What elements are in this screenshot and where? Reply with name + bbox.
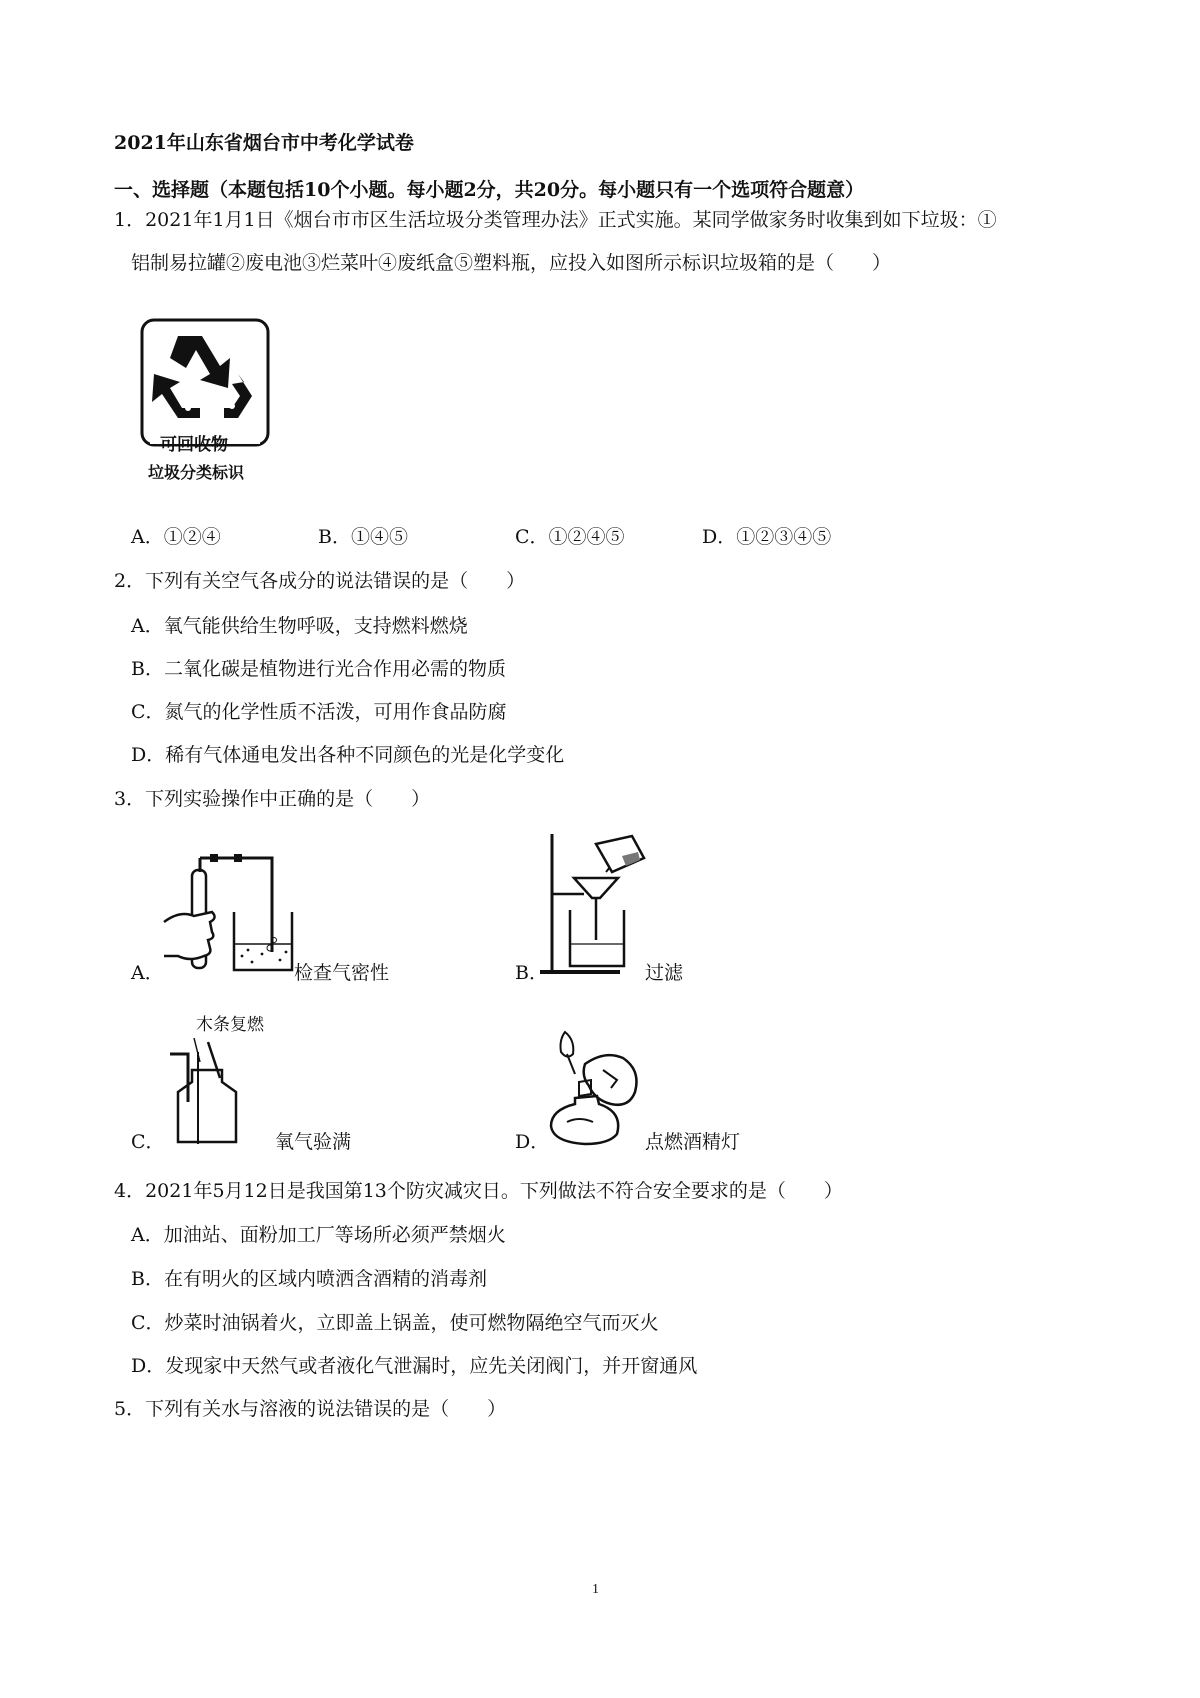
q1-option-c: C．①②④⑤ bbox=[515, 526, 625, 548]
q3-option-d-letter: D． bbox=[515, 1131, 550, 1153]
exam-title: 2021年山东省烟台市中考化学试卷 bbox=[114, 132, 414, 154]
q3-option-b-label: 过滤 bbox=[645, 962, 684, 984]
q4-option-c: C．炒菜时油锅着火，立即盖上锅盖，使可燃物隔绝空气而灭火 bbox=[131, 1312, 659, 1334]
q4-option-d: D．发现家中天然气或者液化气泄漏时，应先关闭阀门，并开窗通风 bbox=[131, 1355, 698, 1377]
q1-option-a: A．①②④ bbox=[131, 526, 221, 548]
q2-option-d: D．稀有气体通电发出各种不同颜色的光是化学变化 bbox=[131, 744, 565, 766]
q1-option-b: B．①④⑤ bbox=[318, 526, 408, 548]
q4-option-b: B．在有明火的区域内喷洒含酒精的消毒剂 bbox=[131, 1268, 487, 1290]
airtightness-check-figure bbox=[160, 852, 295, 977]
alcohol-lamp-figure bbox=[545, 1030, 645, 1150]
q3-option-d-label: 点燃酒精灯 bbox=[645, 1131, 741, 1153]
recycle-sign-figure bbox=[140, 318, 272, 488]
q4-option-a: A．加油站、面粉加工厂等场所必须严禁烟火 bbox=[131, 1224, 506, 1246]
q3-option-a-label: 检查气密性 bbox=[294, 962, 390, 984]
q5-stem: 5．下列有关水与溶液的说法错误的是（ ） bbox=[114, 1398, 507, 1420]
filtration-figure bbox=[540, 832, 650, 977]
q3-option-b-letter: B． bbox=[515, 962, 548, 984]
sign-text-caption: 垃圾分类标识 bbox=[148, 463, 245, 482]
page-number: 1 bbox=[592, 1582, 599, 1597]
section-heading: 一、选择题（本题包括10个小题。每小题2分，共20分。每小题只有一个选项符合题意） bbox=[114, 179, 865, 201]
q3-option-a-letter: A． bbox=[131, 962, 164, 984]
q2-option-b: B．二氧化碳是植物进行光合作用必需的物质 bbox=[131, 658, 506, 680]
q2-option-c: C．氮气的化学性质不活泼，可用作食品防腐 bbox=[131, 701, 507, 723]
q3-option-c-label: 氧气验满 bbox=[275, 1131, 352, 1153]
q1-stem-line2: 铝制易拉罐②废电池③烂菜叶④废纸盒⑤塑料瓶，应投入如图所示标识垃圾箱的是（ ） bbox=[131, 252, 892, 274]
q3-option-c-letter: C． bbox=[131, 1131, 165, 1153]
q1-stem-line1: 1．2021年1月1日《烟台市市区生活垃圾分类管理办法》正式实施。某同学做家务时收集到如下垃圾：① bbox=[114, 209, 997, 231]
q4-stem: 4．2021年5月12日是我国第13个防灾减灾日。下列做法不符合安全要求的是（ ） bbox=[114, 1180, 843, 1202]
q2-stem: 2．下列有关空气各成分的说法错误的是（ ） bbox=[114, 570, 526, 592]
q3-option-c-caption: 木条复燃 bbox=[196, 1015, 264, 1035]
sign-text-recyclable: 可回收物 bbox=[160, 435, 228, 455]
oxygen-full-test-figure bbox=[160, 1032, 245, 1147]
q2-option-a: A．氧气能供给生物呼吸，支持燃料燃烧 bbox=[131, 615, 468, 637]
q1-option-d: D．①②③④⑤ bbox=[702, 526, 832, 548]
q3-stem: 3．下列实验操作中正确的是（ ） bbox=[114, 788, 431, 810]
